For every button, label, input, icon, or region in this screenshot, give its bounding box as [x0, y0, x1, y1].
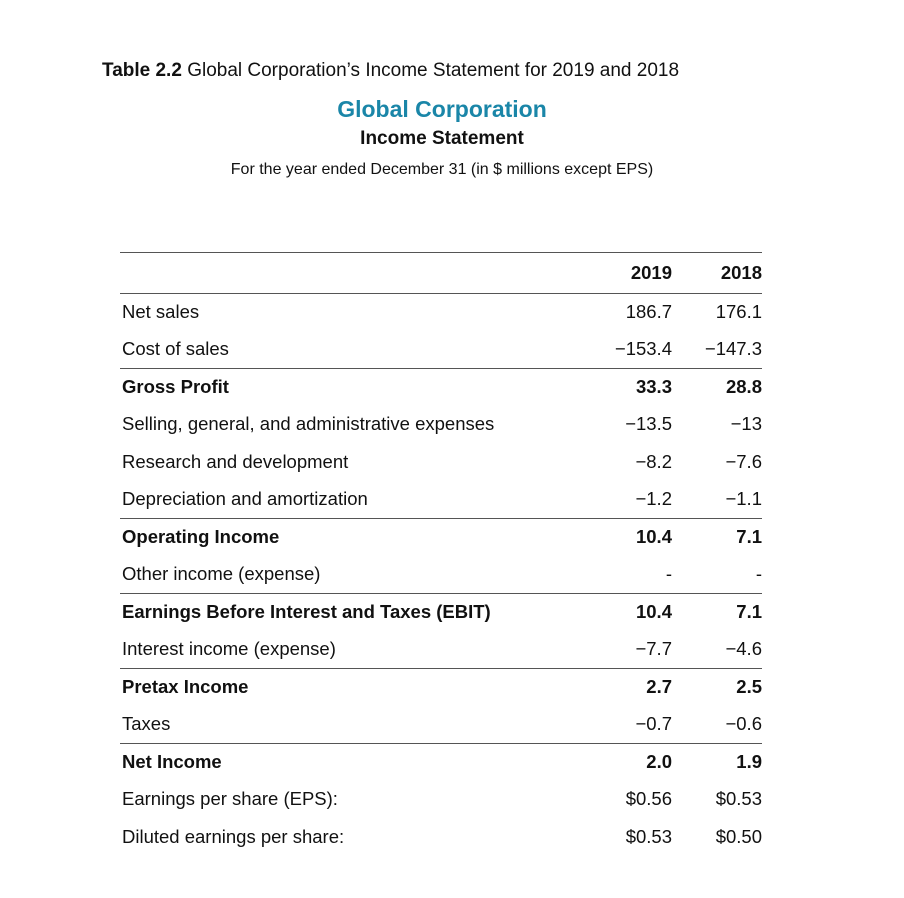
value-2019: 2.7 — [646, 676, 672, 698]
row-label: Other income (expense) — [122, 563, 321, 585]
row-ebit — [120, 593, 762, 631]
row-eps — [120, 781, 762, 819]
value-2018: 28.8 — [725, 376, 762, 398]
value-2018: 7.1 — [736, 601, 762, 623]
income-statement-table — [120, 252, 762, 856]
row-sga-expenses — [120, 406, 762, 444]
table-caption-text: Global Corporation’s Income Statement for 2019 and 2018 — [187, 60, 680, 81]
row-label: Selling, general, and administrative expenses — [122, 413, 495, 435]
value-2018: $0.50 — [715, 825, 762, 847]
row-label: Net sales — [122, 301, 200, 323]
table-number: Table 2.2 — [102, 60, 182, 81]
value-2019: −1.2 — [635, 488, 672, 510]
value-2018: 1.9 — [736, 751, 762, 773]
value-2018: - — [755, 563, 762, 585]
row-net-sales — [120, 293, 762, 331]
value-2019: 10.4 — [635, 526, 672, 548]
row-label: Earnings Before Interest and Taxes (EBIT) — [122, 601, 491, 623]
value-2019: 33.3 — [635, 376, 672, 398]
row-label: Net Income — [122, 751, 222, 773]
row-label: Operating Income — [122, 526, 280, 548]
row-label: Depreciation and amortization — [122, 488, 368, 510]
value-2019: −153.4 — [614, 338, 672, 360]
company-name: Global Corporation — [337, 96, 547, 122]
column-header-2018: 2018 — [720, 262, 762, 283]
value-2019: −8.2 — [635, 450, 672, 472]
row-net-income — [120, 743, 762, 781]
row-label: Earnings per share (EPS): — [122, 788, 338, 810]
row-label: Interest income (expense) — [122, 638, 336, 660]
row-label: Taxes — [122, 713, 171, 735]
row-cost-of-sales — [120, 331, 762, 369]
value-2019: 186.7 — [625, 301, 672, 323]
value-2019: −13.5 — [625, 413, 672, 435]
row-label: Pretax Income — [122, 676, 249, 698]
value-2018: −1.1 — [725, 488, 762, 510]
value-2019: 2.0 — [646, 751, 672, 773]
value-2018: −7.6 — [725, 450, 762, 472]
row-gross-profit — [120, 368, 762, 406]
value-2018: 2.5 — [736, 676, 762, 698]
row-depreciation-amortization — [120, 481, 762, 519]
value-2019: $0.56 — [625, 788, 672, 810]
value-2018: −0.6 — [725, 713, 762, 735]
row-label: Research and development — [122, 450, 349, 472]
row-research-development — [120, 443, 762, 481]
value-2019: 10.4 — [635, 601, 672, 623]
value-2018: $0.53 — [715, 788, 762, 810]
statement-title: Income Statement — [360, 128, 524, 149]
column-header-2019: 2019 — [630, 262, 672, 283]
value-2019: - — [665, 563, 672, 585]
row-diluted-eps — [120, 818, 762, 856]
row-label: Diluted earnings per share: — [122, 825, 345, 847]
table-header-row — [120, 253, 762, 293]
value-2018: 176.1 — [715, 301, 762, 323]
value-2019: −0.7 — [635, 713, 672, 735]
value-2019: −7.7 — [635, 638, 672, 660]
value-2019: $0.53 — [625, 825, 672, 847]
row-other-income — [120, 556, 762, 594]
table-caption — [102, 60, 679, 82]
value-2018: −13 — [730, 413, 762, 435]
row-operating-income — [120, 518, 762, 556]
statement-subtitle: For the year ended December 31 (in $ millions except EPS) — [230, 161, 654, 178]
row-label: Gross Profit — [122, 376, 229, 398]
value-2018: −4.6 — [725, 638, 762, 660]
row-label: Cost of sales — [122, 338, 229, 360]
row-interest-income — [120, 631, 762, 669]
value-2018: −147.3 — [704, 338, 762, 360]
value-2018: 7.1 — [736, 526, 762, 548]
row-taxes — [120, 706, 762, 744]
row-pretax-income — [120, 668, 762, 706]
